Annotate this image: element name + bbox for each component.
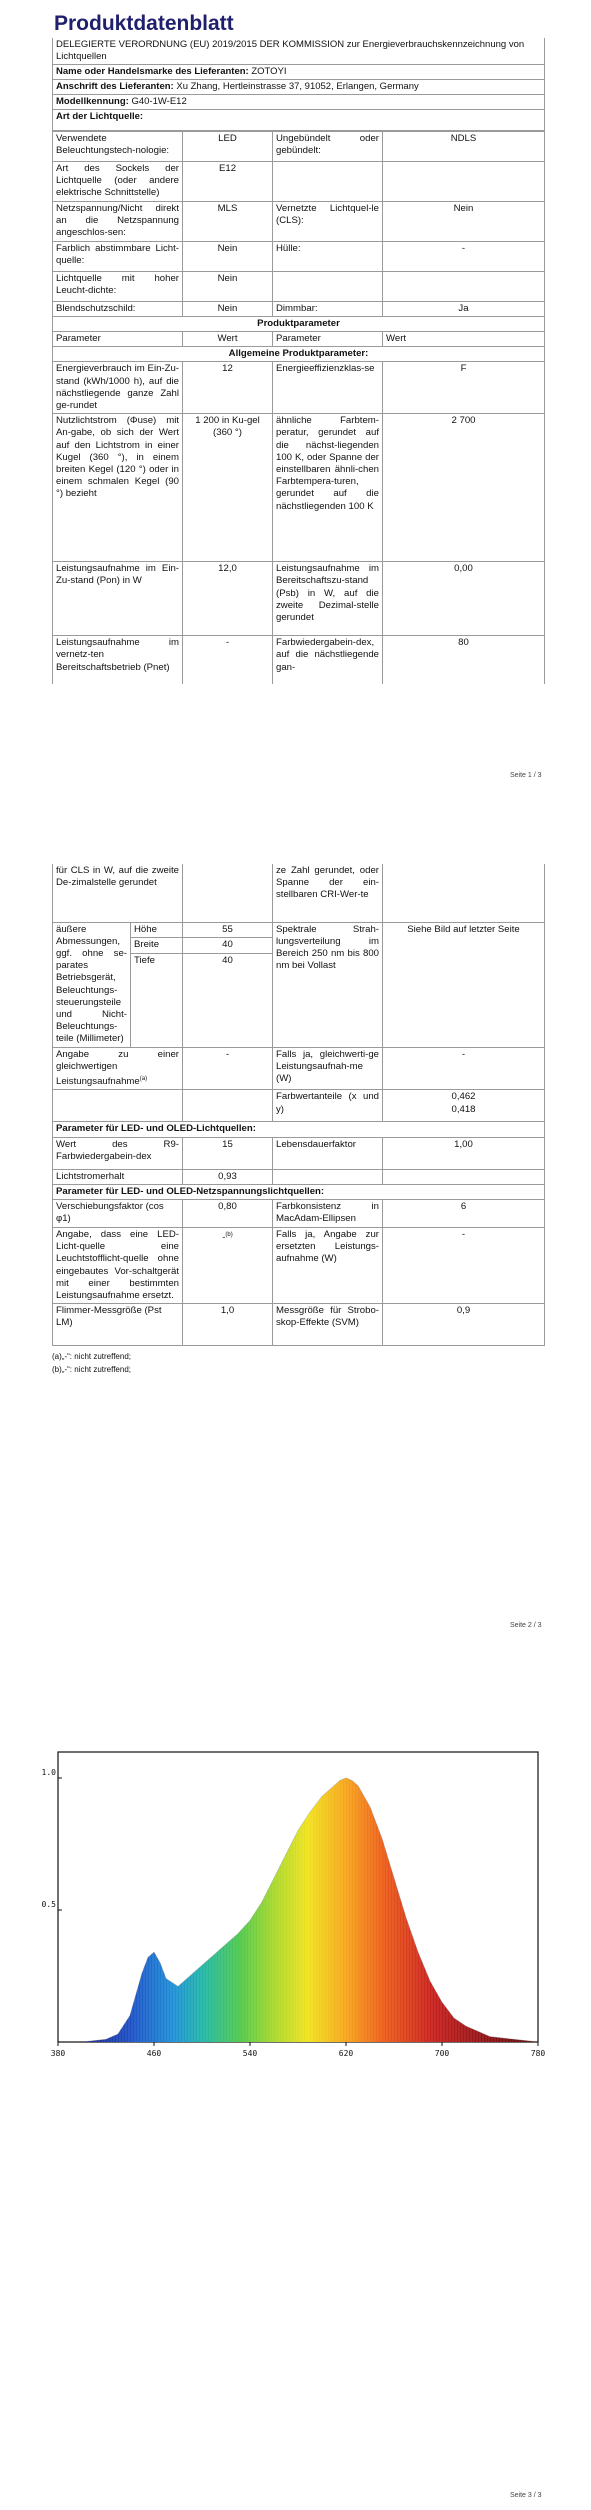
page-1-content [52,8,545,684]
empty-cell [383,271,545,301]
footnote-a: (a)„-“: nicht zutreffend; [52,1352,131,1362]
cap-value: E12 [183,162,273,202]
depth-value: 40 [183,954,273,1047]
r9-label: Wert des R9-Farbwiedergabein-dex [53,1137,183,1169]
pf-label: Verschiebungsfaktor (cos φ1) [53,1199,183,1227]
chroma-x: 0,462 [451,1091,476,1103]
claim-value: - [222,1232,226,1244]
anti-glare-label: Blendschutzschild: [53,301,183,316]
header-table [52,38,545,131]
mains-label: Netzspannung/Nicht direkt an die Netzspannung angeschlos-sen: [53,201,183,241]
empty-cell [183,1090,273,1122]
type-label: Art der Lichtquelle: [53,110,545,131]
psb-value: 0,00 [383,562,545,636]
anti-glare-value: Nein [183,301,273,316]
spd-label: Spektrale Strah-lungsverteilung im Bereich 250 nm bis 800 nm bei Vollast [273,922,383,1047]
colour-tunable-label: Farblich abstimmbare Licht-quelle: [53,241,183,271]
supplier-name: ZOTOYI [251,66,287,77]
claim-value-cell [183,1227,273,1303]
supplier-name-label: Name oder Handelsmarke des Lieferanten: [56,66,249,77]
high-lum-label: Lichtquelle mit hoher Leucht-dichte: [53,271,183,301]
maint-label: Lichtstromerhalt [53,1169,183,1184]
nondirectional-label: Ungebündelt oder gebündelt: [273,132,383,162]
equiv-power-label: Falls ja, gleichwerti-ge Leistungsaufnah-me (W) [273,1047,383,1090]
svm-value: 0,9 [383,1304,545,1346]
pnet-cont: für CLS in W, auf die zweite De-zimalstelle gerundet [53,864,183,922]
x-tick-label: 700 [434,2049,450,2058]
continued-table [52,864,545,1346]
replace-label: Falls ja, Angabe zur ersetzten Leistungs-aufnahme (W) [273,1227,383,1303]
r9-value: 15 [183,1137,273,1169]
x-tick-label: 780 [530,2049,546,2058]
energy-label: Energieverbrauch im Ein-Zu-stand (kWh/1000 h), auf die nächstliegende ganze Zahl ge-rundet [53,362,183,414]
led-header: Parameter für LED- und OLED-Lichtquellen: [53,1122,545,1137]
empty-cell [383,864,545,922]
x-tick-label: 540 [242,2049,258,2058]
envelope-label: Hülle: [273,241,383,271]
equiv-label-cell [53,1047,183,1090]
page-number-3: Seite 3 / 3 [510,2492,542,2499]
page-number-1: Seite 1 / 3 [510,772,542,779]
pon-label: Leistungsaufnahme im Ein-Zu-stand (Pon) in W [53,562,183,636]
col-param-2: Parameter [273,332,383,347]
flux-value: 1 200 in Ku-gel (360 °) [183,414,273,562]
supplier-name-row [53,65,545,80]
x-tick-label: 380 [50,2049,66,2058]
model-label: Modellkennung: [56,96,129,107]
eec-label: Energieeffizienzklas-se [273,362,383,414]
col-value-1: Wert [183,332,273,347]
colour-cons-value: 6 [383,1199,545,1227]
empty-cell [183,864,273,922]
pnet-label: Leistungsaufnahme im vernetz-ten Bereitschaftsbetrieb (Pnet) [53,636,183,684]
envelope-value: - [383,241,545,271]
lifetime-value: 1,00 [383,1137,545,1169]
width-label: Breite [131,938,183,954]
page-title: Produktdatenblatt [54,12,234,35]
spd-value: Siehe Bild auf letzter Seite [383,922,545,1047]
cri-value: 80 [383,636,545,684]
supplier-address-label: Anschrift des Lieferanten: [56,81,174,92]
equiv-note: (a) [139,1075,148,1082]
y-tick-label: 0.5 [41,1900,56,1909]
flux-label: Nutzlichtstrom (Φuse) mit An-gabe, ob sich der Wert auf den Lichtstrom in einer Kugel (360 °), in einem breiten Kegel (120 °) oder in einem schmalen Kegel (90 °) bezieht [53,414,183,562]
empty-cell [383,162,545,202]
pon-value: 12,0 [183,562,273,636]
page-3 [0,1700,591,2510]
empty-cell [53,1090,183,1122]
footnote-b: (b)„-“: nicht zutreffend; [52,1365,131,1375]
chroma-y: 0,418 [451,1103,476,1115]
general-header: Allgemeine Produktparameter: [53,347,545,362]
claim-label: Angabe, dass eine LED-Licht-quelle eine Leuchtstofflicht-quelle ohne eingebautes Vor-schaltgerät mit einer bestimmten Leistungsaufnahme ersetzt. [53,1227,183,1303]
type-table [52,131,545,684]
page-2 [0,860,591,1650]
energy-value: 12 [183,362,273,414]
tech-value: LED [183,132,273,162]
regulation-text: DELEGIERTE VERORDNUNG (EU) 2019/2015 DER KOMMISSION zur Energieverbrauchskennzeichnung von Lichtquellen [53,38,545,65]
flicker-value: 1,0 [183,1304,273,1346]
cri-cont: ze Zahl gerundet, oder Spanne der ein-stellbaren CRI-Wer-te [273,864,383,922]
psb-label: Leistungsaufnahme im Bereitschaftszu-stand (Psb) in W, auf die zweite Dezimal-stelle gerundet [273,562,383,636]
supplier-address-row [53,80,545,95]
replace-value: - [383,1227,545,1303]
high-lum-value: Nein [183,271,273,301]
lifetime-label: Lebensdauerfaktor [273,1137,383,1169]
cct-value: 2 700 [383,414,545,562]
pf-value: 0,80 [183,1199,273,1227]
page-number-2: Seite 2 / 3 [510,1622,542,1629]
cct-label: ähnliche Farbtem-peratur, gerundet auf die nächst-liegenden 100 K, oder Spanne der einstellbaren ähnli-chen Farbtempera-turen, gerundet auf die nächstliegenden 100 K [273,414,383,562]
supplier-address: Xu Zhang, Hertleinstrasse 37, 91052, Erlangen, Germany [176,81,419,92]
page-1 [0,0,591,800]
col-param-1: Parameter [53,332,183,347]
colour-tunable-value: Nein [183,241,273,271]
dimmable-value: Ja [383,301,545,316]
chroma-label: Farbwertanteile (x und y) [273,1090,383,1122]
params-header: Produktparameter [53,316,545,331]
height-value: 55 [183,922,273,938]
height-label: Höhe [131,922,183,938]
equiv-label: Angabe zu einer gleichwertigen Leistungsaufnahme [56,1048,179,1088]
colour-cons-label: Farbkonsistenz in MacAdam-Ellipsen [273,1199,383,1227]
equiv-value: - [183,1047,273,1090]
pnet-value: - [183,636,273,684]
mains-header: Parameter für LED- und OLED-Netzspannungslichtquellen: [53,1184,545,1199]
spectrum-area [58,1778,538,2042]
tech-label: Verwendete Beleuchtungstech-nologie: [53,132,183,162]
claim-note: (b) [225,1231,233,1238]
equiv-power-value: - [383,1047,545,1090]
dimmable-label: Dimmbar: [273,301,383,316]
eec-value: F [383,362,545,414]
empty-cell [273,162,383,202]
chroma-values [383,1090,545,1122]
flicker-label: Flimmer-Messgröße (Pst LM) [53,1304,183,1346]
col-value-2: Wert [383,332,545,347]
cri-label: Farbwiedergabein-dex, auf die nächstliegende gan- [273,636,383,684]
y-tick-label: 1.0 [41,1768,56,1777]
depth-label: Tiefe [131,954,183,1047]
nondirectional-value: NDLS [383,132,545,162]
svm-label: Messgröße für Strobo-skop-Effekte (SVM) [273,1304,383,1346]
page-2-content [52,864,545,1376]
model-row [53,95,545,110]
empty-cell [383,1169,545,1184]
connected-value: Nein [383,201,545,241]
mains-value: MLS [183,201,273,241]
cap-label: Art des Sockels der Lichtquelle (oder andere elektrische Schnittstelle) [53,162,183,202]
model-value: G40-1W-E12 [131,96,187,107]
dims-label: äußere Abmessungen, ggf. ohne se-parates Betriebsgerät, Beleuchtungs-steuerungsteile und Nicht-Beleuchtungs-teile (Millimeter) [53,922,131,1047]
x-tick-label: 460 [146,2049,162,2058]
empty-cell [273,271,383,301]
empty-cell [273,1169,383,1184]
maint-value: 0,93 [183,1169,273,1184]
width-value: 40 [183,938,273,954]
spectrum-chart [0,1740,591,2110]
x-tick-label: 620 [338,2049,354,2058]
connected-label: Vernetzte Lichtquel-le (CLS): [273,201,383,241]
